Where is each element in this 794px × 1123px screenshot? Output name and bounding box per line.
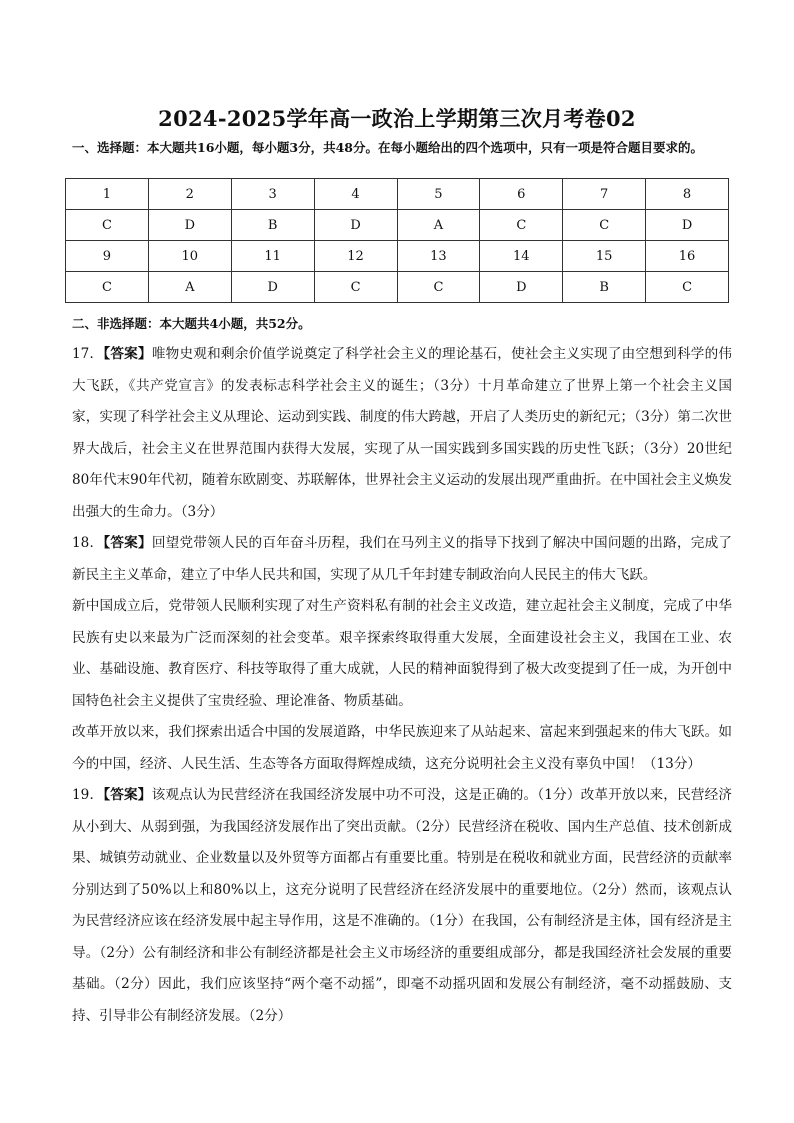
answer-tag: 【答案】	[103, 787, 152, 803]
answer-cell: B	[231, 210, 314, 241]
answer-cell: D	[314, 210, 397, 241]
table-row	[66, 210, 729, 241]
answer-cell: C	[480, 210, 563, 241]
table-row	[66, 241, 729, 272]
answer-number: 18．	[72, 535, 104, 551]
question-number-cell: 15	[563, 241, 646, 272]
answer-cell: C	[66, 272, 149, 303]
answer-text: 唯物史观和剩余价值学说奠定了科学社会主义的理论基石，使社会主义实现了由空想到科学的伟大飞跃，《共产党宣言》的发表标志科学社会主义的诞生；（3分）十月革命建立了世界上第一个社会主义国家，实现了科学社会主义从理论、运动到实践、制度的伟大跨越，开启了人类历史的新纪元；（3分）第二次世界大战后，社会主义在世界范围内获得大发展，实现了从一国实践到多国实践的历史性飞跃；（3分）20世纪80年代末90年代初，随着东欧剧变、苏联解体，世界社会主义运动的发展出现严重曲折。在中国社会主义焕发出强大的生命力。（3分）	[72, 346, 732, 520]
question-number-cell: 4	[314, 179, 397, 210]
answer-18	[72, 528, 732, 780]
question-number-cell: 7	[563, 179, 646, 210]
answer-cell: C	[314, 272, 397, 303]
table-row	[66, 272, 729, 303]
question-number-cell: 9	[66, 241, 149, 272]
question-number-cell: 1	[66, 179, 149, 210]
answer-cell: D	[480, 272, 563, 303]
question-number-cell: 3	[231, 179, 314, 210]
answer-tag: 【答案】	[103, 535, 152, 551]
question-number-cell: 13	[397, 241, 480, 272]
answers-body	[72, 339, 732, 1032]
question-number-cell: 5	[397, 179, 480, 210]
question-number-cell: 8	[646, 179, 729, 210]
page-title: 2024-2025学年高一政治上学期第三次月考卷02	[158, 106, 636, 131]
answer-cell: C	[66, 210, 149, 241]
answer-19	[72, 780, 732, 1032]
answer-17	[72, 339, 732, 528]
table-row	[66, 179, 729, 210]
question-number-cell: 10	[148, 241, 231, 272]
answer-cell: B	[563, 272, 646, 303]
answer-cell: C	[646, 272, 729, 303]
answer-text: 该观点认为民营经济在我国经济发展中功不可没，这是正确的。（1分）改革开放以来，民营经济从小到大、从弱到强，为我国经济发展作出了突出贡献。（2分）民营经济在税收、国内生产总值、技术创新成果、城镇劳动就业、企业数量以及外贸等方面都占有重要比重。特别是在税收和就业方面，民营经济的贡献率分别达到了50%以上和80%以上，这充分说明了民营经济在经济发展中的重要地位。（2分）然而，该观点认为民营经济应该在经济发展中起主导作用，这是不准确的。（1分）在我国，公有制经济是主体，国有经济是主导。（2分）公有制经济和非公有制经济都是社会主义市场经济的重要组成部分，都是我国经济社会发展的重要基础。（2分）因此，我们应该坚持“两个毫不动摇”，即毫不动摇巩固和发展公有制经济，毫不动摇鼓励、支持、引导非公有制经济发展。（2分）	[72, 787, 732, 1024]
answer-cell: C	[563, 210, 646, 241]
answer-cell: A	[148, 272, 231, 303]
answer-number: 19．	[72, 787, 104, 803]
answer-tag: 【答案】	[103, 346, 152, 362]
question-number-cell: 16	[646, 241, 729, 272]
answer-cell: D	[646, 210, 729, 241]
question-number-cell: 11	[231, 241, 314, 272]
section1-intro: 一、选择题：本大题共16小题，每小题3分，共48分。在每小题给出的四个选项中，只有一项是符合题目要求的。	[72, 140, 703, 155]
answer-cell: A	[397, 210, 480, 241]
answer-number: 17．	[72, 346, 104, 362]
answer-text: 回望党带领人民的百年奋斗历程，我们在马列主义的指导下找到了解决中国问题的出路，完成了新民主主义革命，建立了中华人民共和国，实现了从几千年封建专制政治向人民民主的伟大飞跃。	[72, 535, 732, 583]
answer-table	[65, 178, 729, 303]
question-number-cell: 6	[480, 179, 563, 210]
question-number-cell: 12	[314, 241, 397, 272]
answer-text: 新中国成立后，党带领人民顺利实现了对生产资料私有制的社会主义改造，建立起社会主义制度，完成了中华民族有史以来最为广泛而深刻的社会变革。艰辛探索终取得重大发展，全面建设社会主义，我国在工业、农业、基础设施、教育医疗、科技等取得了重大成就，人民的精神面貌得到了极大改变提到了任一成，为开创中国特色社会主义提供了宝贵经验、理论准备、物质基础。	[72, 598, 732, 709]
question-number-cell: 2	[148, 179, 231, 210]
answer-cell: D	[231, 272, 314, 303]
section2-intro: 二、非选择题：本大题共4小题，共52分。	[72, 316, 311, 331]
question-number-cell: 14	[480, 241, 563, 272]
answer-text: 改革开放以来，我们探索出适合中国的发展道路，中华民族迎来了从站起来、富起来到强起来的伟大飞跃。如今的中国，经济、人民生活、生态等各方面取得辉煌成绩，这充分说明社会主义没有辜负中国！（13分）	[72, 724, 732, 772]
answer-cell: D	[148, 210, 231, 241]
answer-cell: C	[397, 272, 480, 303]
